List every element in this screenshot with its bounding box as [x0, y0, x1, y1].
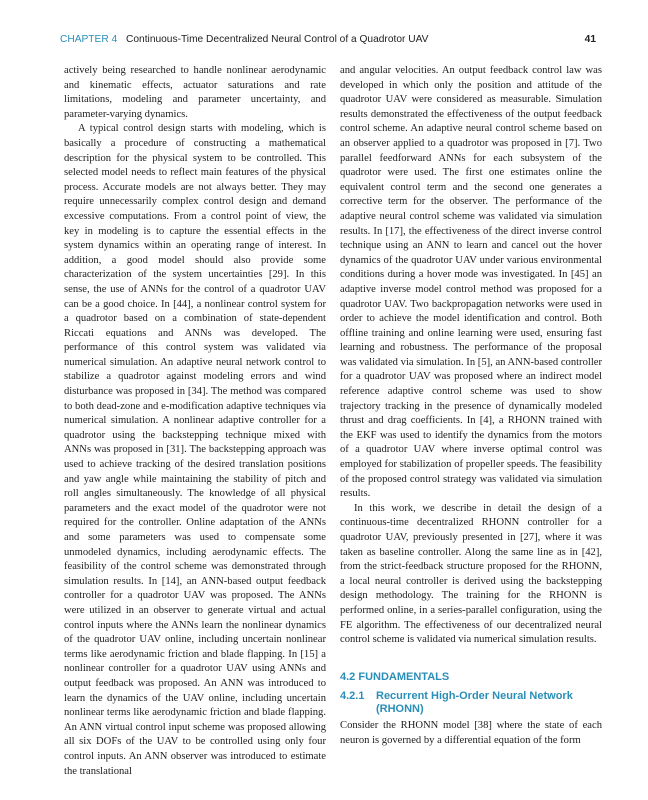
left-paragraph-1: actively being researched to handle nonlinear aerodynamic and kinematic effects, actuator saturations and rate limitations, modeling and parameter uncertainty, and parameter-varying dynamics.	[64, 65, 326, 120]
subsection-number: 4.2.1	[340, 690, 365, 703]
right-column	[340, 64, 602, 749]
left-column	[64, 64, 326, 779]
left-paragraph-2: A typical control design starts with modeling, which is basically a procedure of constructing a mathematical description for the physical system to be controlled. This selected model needs to reflect main features of the physical process. Accurate models are not always better. They may require unnecessarily complex control design and demand excessive computations. From a control point of view, the key in modeling is to capture the essential effects in the system dynamics within an operating range of interest. In addition, a good model should also provide some characterization of the system uncertainties [29]. In this sense, the use of ANNs for the control of a quadrotor UAV can be a good choice. In [44], a nonlinear control system for a quadrotor based on a combination of state-dependent Riccati equations and ANNs was developed. The performance of this control system was validated via numerical simulation. An adaptive neural network control to stabilize a quadrotor against modeling errors and wind disturbance was proposed in [34]. The method was compared to both dead-zone and e-modification adaptive techniques via numerical simulation. A nonlinear adaptive controller for a quadrotor using the backstepping technique mixed with ANNs was proposed in [31]. The backstepping approach was used to achieve tracking of the desired translation positions and yaw angle while maintaining the stability of pitch and roll angles simultaneously. The knowledge of all physical parameters and the exact model of the quadrotor were not required for the controller. Online adaptation of the ANNs and some parameters was used to compensate some unmodeled dynamics, including aerodynamic effects. The feasibility of the control scheme was demonstrated through simulation results. In [14], an ANN-based output feedback controller for a quadrotor UAV was proposed. The ANNs were utilized in an observer to generate virtual and actual control inputs where the ANNs learn the nonlinear dynamics of the quadrotor UAV online, including uncertain nonlinear terms like aerodynamic friction and blade flapping. In [15] a nonlinear controller for a quadrotor UAV using ANNs and output feedback was proposed. An ANN was introduced to learn the dynamics of the UAV online, including uncertain nonlinear terms like aerodynamic friction and blade flapping. An ANN virtual control input scheme was proposed allowing all six DOFs of the UAV to be controlled using only four control inputs. An ANN observer was introduced to estimate the translational	[64, 123, 326, 777]
chapter-label: CHAPTER 4	[60, 34, 118, 45]
subsection-title: Recurrent High-Order Neural Network (RHONN)	[376, 690, 573, 716]
running-head	[60, 34, 596, 50]
section-heading: 4.2 FUNDAMENTALS	[340, 670, 450, 683]
right-paragraph-3: Consider the RHONN model [38] where the state of each neuron is governed by a differential equation of the form	[340, 720, 602, 746]
right-paragraph-1: and angular velocities. An output feedback control law was developed in which only the position and attitude of the quadrotor UAV were considered as measurable. Simulation results demonstrated the effectiveness of the output feedback control scheme. An adaptive neural control scheme based on an observer applied to a quadrotor was proposed in [7]. Two parallel feedforward ANNs for each subsystem of the quadrotor were used. The first one estimates online the equivalent control term and the second one generates a corrective term for the observer. The performance of the adaptive neural control scheme was validated via simulation results. In [17], the effectiveness of the direct inverse control technique using an ANN to learn and cancel out the hover dynamics of the quadrotor UAV under various environmental conditions during a hover mode was investigated. In [45] an adaptive inverse model control method was proposed for a quadrotor UAV. Two backpropagation networks were used in order to achieve the model identification and control. Both offline training and online learning were used, ensuring fast learning and robustness. The performance of the proposal was validated via simulation. In [5], an ANN-based controller for a quadrotor UAV was proposed where an indirect model reference adaptive control scheme was used to show trajectory tracking in the presence of dynamically modeled thrust and drag coefficients. In [4], a RHONN trained with the EKF was used to identify the dynamics from the motors of a quadrotor UAV where inverse optimal control was employed for stabilization of propeller speeds. The feasibility of the proposed control strategy was validated via simulation results.	[340, 65, 602, 500]
page-number: 41	[584, 34, 596, 45]
subsection-heading	[340, 690, 602, 716]
chapter-title: Continuous-Time Decentralized Neural Control of a Quadrotor UAV	[126, 34, 429, 45]
right-paragraph-2: In this work, we describe in detail the design of a continuous-time decentralized RHONN controller for a quadrotor UAV, previously presented in [27], where it was taken as baseline controller. Along the same line as in [42], from the strict-feedback structure proposed for the RHONN, a local neural controller is derived using the backstepping design methodology. The training for the RHONN is performed online, in a series-parallel configuration, using the FE algorithm. The effectiveness of our decentralized neural control scheme is validated via numerical simulation results.	[340, 502, 602, 646]
